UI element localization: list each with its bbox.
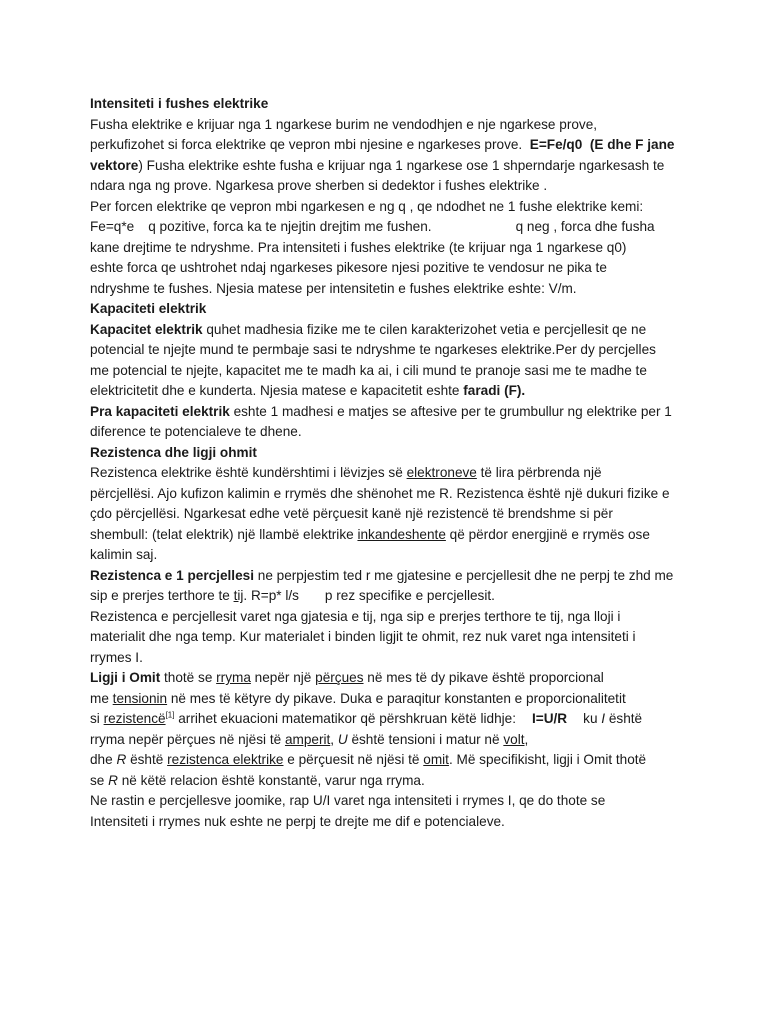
- link-omit[interactable]: omit: [423, 752, 449, 767]
- text: me: [90, 690, 113, 706]
- bold-text: faradi (F).: [463, 383, 526, 398]
- text-line: [90, 627, 690, 648]
- text: Intensiteti i rrymes nuk eshte ne perpj te drejte me dif e potencialeve.: [90, 813, 505, 829]
- text: rryma nepër përçues në njësi të: [90, 731, 285, 747]
- text-line: [90, 709, 690, 730]
- text: . Më specifikisht, ligji i Omit thotë: [448, 752, 647, 767]
- text: Per forcen elektrike qe vepron mbi ngarkesen e ng q , qe ndodhet ne 1 fushe elektrike kemi:: [90, 198, 644, 214]
- text: Fe=q*e: [90, 219, 135, 234]
- link-tensionin[interactable]: tensionin: [112, 690, 168, 706]
- text-line: [90, 689, 690, 710]
- text-line: [90, 361, 690, 382]
- text: materialit dhe nga temp. Kur materialet i binden ligjit te ohmit, rez nuk varet nga intensiteti i: [90, 629, 636, 644]
- bold-text: (E dhe F jane: [589, 137, 675, 152]
- text: thotë se: [160, 670, 217, 685]
- text-line: [90, 197, 690, 218]
- text: kalimin saj.: [90, 547, 158, 562]
- footnote-link[interactable]: [1]: [165, 710, 175, 720]
- heading-rezistenca: [90, 443, 690, 464]
- text: shembull: (telat elektrik) një llambë elektrike: [90, 526, 358, 542]
- text: dhe: [90, 752, 117, 767]
- text-line: [90, 279, 690, 300]
- text: arrihet ekuacioni matematikor që përshkruan këtë lidhje:: [174, 711, 516, 726]
- text-line: [90, 791, 690, 812]
- text-line: [90, 463, 690, 484]
- text: Rezistenca e percjellesit varet nga gjatesia e tij, nga sip e prerjes terthore te tij, nga lloji i: [90, 608, 621, 624]
- text-line: [90, 668, 690, 689]
- text: ne perpjestim ted r me gjatesine e percjellesit dhe ne perpj te zhd me: [253, 567, 674, 583]
- text: në këtë relacion është konstantë, varur nga rryma.: [117, 772, 425, 788]
- text: sip e prerjes terthore te: [90, 588, 234, 603]
- text-line: [90, 402, 690, 423]
- text: ndara nga ng prove. Ngarkesa prove sherben si dedektor i fushes elektrike .: [90, 178, 548, 193]
- link-volt[interactable]: volt: [503, 731, 525, 747]
- text-line: [90, 156, 690, 177]
- text: të lira përbrenda një: [476, 465, 602, 480]
- link-percues[interactable]: përçues: [315, 670, 364, 685]
- link-inkandeshente[interactable]: inkandeshente: [357, 526, 446, 542]
- text: perkufizohet si forca elektrike qe vepron mbi njesine e ngarkeses prove.: [90, 137, 523, 152]
- text-line: [90, 176, 690, 197]
- text: p rez specifike e percjellesit.: [324, 588, 495, 603]
- text: Fusha elektrike e krijuar nga 1 ngarkese burim ne vendodhjen e nje ngarkese prove,: [90, 116, 598, 132]
- text-line: [90, 586, 690, 607]
- bold-text: vektore: [90, 157, 139, 173]
- text: është tensioni i matur në: [347, 731, 504, 747]
- text-line: [90, 217, 690, 238]
- text: Ne rastin e percjellesve joomike, rap U/I varet nga intensiteti i rrymes I, qe do thote se: [90, 793, 606, 808]
- text-line: [90, 750, 690, 771]
- text-line: [90, 566, 690, 587]
- text: quhet madhesia fizike me te cilen karakterizohet vetia e percjellesit qe ne: [202, 321, 647, 337]
- italic-text: U: [337, 731, 348, 747]
- text: në mes të dy pikave është proporcional: [363, 670, 604, 685]
- text: ) Fusha elektrike eshte fusha e krijuar nga 1 ngarkese ose 1 shperndarje ngarkesash te: [138, 157, 665, 173]
- link-elektroneve[interactable]: elektroneve: [406, 465, 477, 480]
- text: elektricitetit dhe e kunderta. Njesia matese e kapacitetit eshte: [90, 383, 464, 398]
- link-amperit[interactable]: amperit: [284, 731, 331, 747]
- text-line: [90, 320, 690, 341]
- text: është: [605, 711, 643, 726]
- text-line: [90, 115, 690, 136]
- heading-kapaciteti: [90, 299, 690, 320]
- text-line: [90, 545, 690, 566]
- link-rezistenca-elektrike[interactable]: rezistenca elektrike: [167, 752, 284, 767]
- text-line: [90, 340, 690, 361]
- bold-text: Rezistenca e 1 percjellesi: [90, 567, 254, 583]
- underlined-tij: tij: [233, 588, 244, 603]
- text: kane drejtime te ndryshme. Pra intensiteti i fushes elektrike (te krijuar nga 1 ngarkese q0): [90, 239, 627, 255]
- italic-text: R: [116, 752, 127, 767]
- text-line: [90, 525, 690, 546]
- text: është: [126, 752, 168, 767]
- text-line: [90, 730, 690, 751]
- text: në mes të këtyre dy pikave. Duka e paraqitur konstanten e proporcionalitetit: [167, 690, 626, 706]
- link-rezistence[interactable]: rezistencë: [103, 711, 166, 726]
- text-line: [90, 381, 690, 402]
- text: e përçuesit në njësi të: [283, 752, 424, 767]
- text: ku: [583, 711, 602, 726]
- text: çdo përcjellësi. Ngarkesat edhe vetë përçuesit kanë një rezistencë të brendshme si për: [90, 506, 613, 521]
- text-line: [90, 648, 690, 669]
- formula-text: I=U/R: [532, 711, 568, 726]
- document-body: [90, 94, 690, 832]
- text: rrymes I.: [90, 649, 143, 665]
- text: Rezistenca elektrike është kundërshtimi i lëvizjes së: [90, 465, 407, 480]
- text: diference te potencialeve te dhene.: [90, 424, 302, 439]
- text-line: [90, 771, 690, 792]
- heading-text: Rezistenca dhe ligji ohmit: [90, 444, 257, 460]
- text: eshte forca qe ushtrohet ndaj ngarkeses pikesore njesi pozitive te vendosur ne pika te: [90, 260, 607, 275]
- heading-intensiteti: [90, 94, 690, 115]
- italic-text: R: [108, 772, 118, 788]
- text: përcjellësi. Ajo kufizon kalimin e rrymës dhe shënohet me R. Rezistenca është një dukuri fizike e: [90, 485, 670, 501]
- text-line: [90, 607, 690, 628]
- heading-text: Kapaciteti elektrik: [90, 301, 207, 316]
- text-line: [90, 504, 690, 525]
- text: potencial te njejte mund te permbaje sasi te ndryshme te ngarkeses elektrike.Per dy percjelles: [90, 342, 656, 357]
- text-line: [90, 422, 690, 443]
- text: . R=p* l/s: [243, 588, 299, 603]
- text: si: [90, 711, 104, 726]
- text-line: [90, 484, 690, 505]
- text: ,: [330, 731, 338, 747]
- text: q neg , forca dhe fusha: [515, 219, 655, 234]
- italic-text: I: [601, 711, 606, 726]
- bold-text: Kapacitet elektrik: [90, 321, 203, 337]
- text: se: [90, 772, 109, 788]
- text: që përdor energjinë e rrymës ose: [445, 526, 650, 542]
- bold-text: Ligji i Omit: [90, 670, 161, 685]
- text: q pozitive, forca ka te njejtin drejtim me fushen.: [148, 219, 432, 234]
- text: eshte 1 madhesi e matjes se aftesive per te grumbullur ng elektrike per 1: [229, 403, 672, 419]
- heading-text: Intensiteti i fushes elektrike: [90, 96, 269, 111]
- text: ndryshme te fushes. Njesia matese per intensitetin e fushes elektrike eshte: V/m.: [90, 280, 577, 296]
- formula-text: E=Fe/q0: [529, 137, 583, 152]
- text: ,: [524, 731, 529, 747]
- text-line: [90, 258, 690, 279]
- link-rryma[interactable]: rryma: [216, 670, 251, 685]
- text-line: [90, 135, 690, 156]
- text: nepër një: [250, 670, 316, 685]
- text: me potencial te njejte, kapacitet me te madh ka ai, i cili mund te pranoje sasi me te madhe te: [90, 362, 647, 378]
- text-line: [90, 812, 690, 833]
- text-line: [90, 238, 690, 259]
- bold-text: Pra kapaciteti elektrik: [90, 403, 230, 419]
